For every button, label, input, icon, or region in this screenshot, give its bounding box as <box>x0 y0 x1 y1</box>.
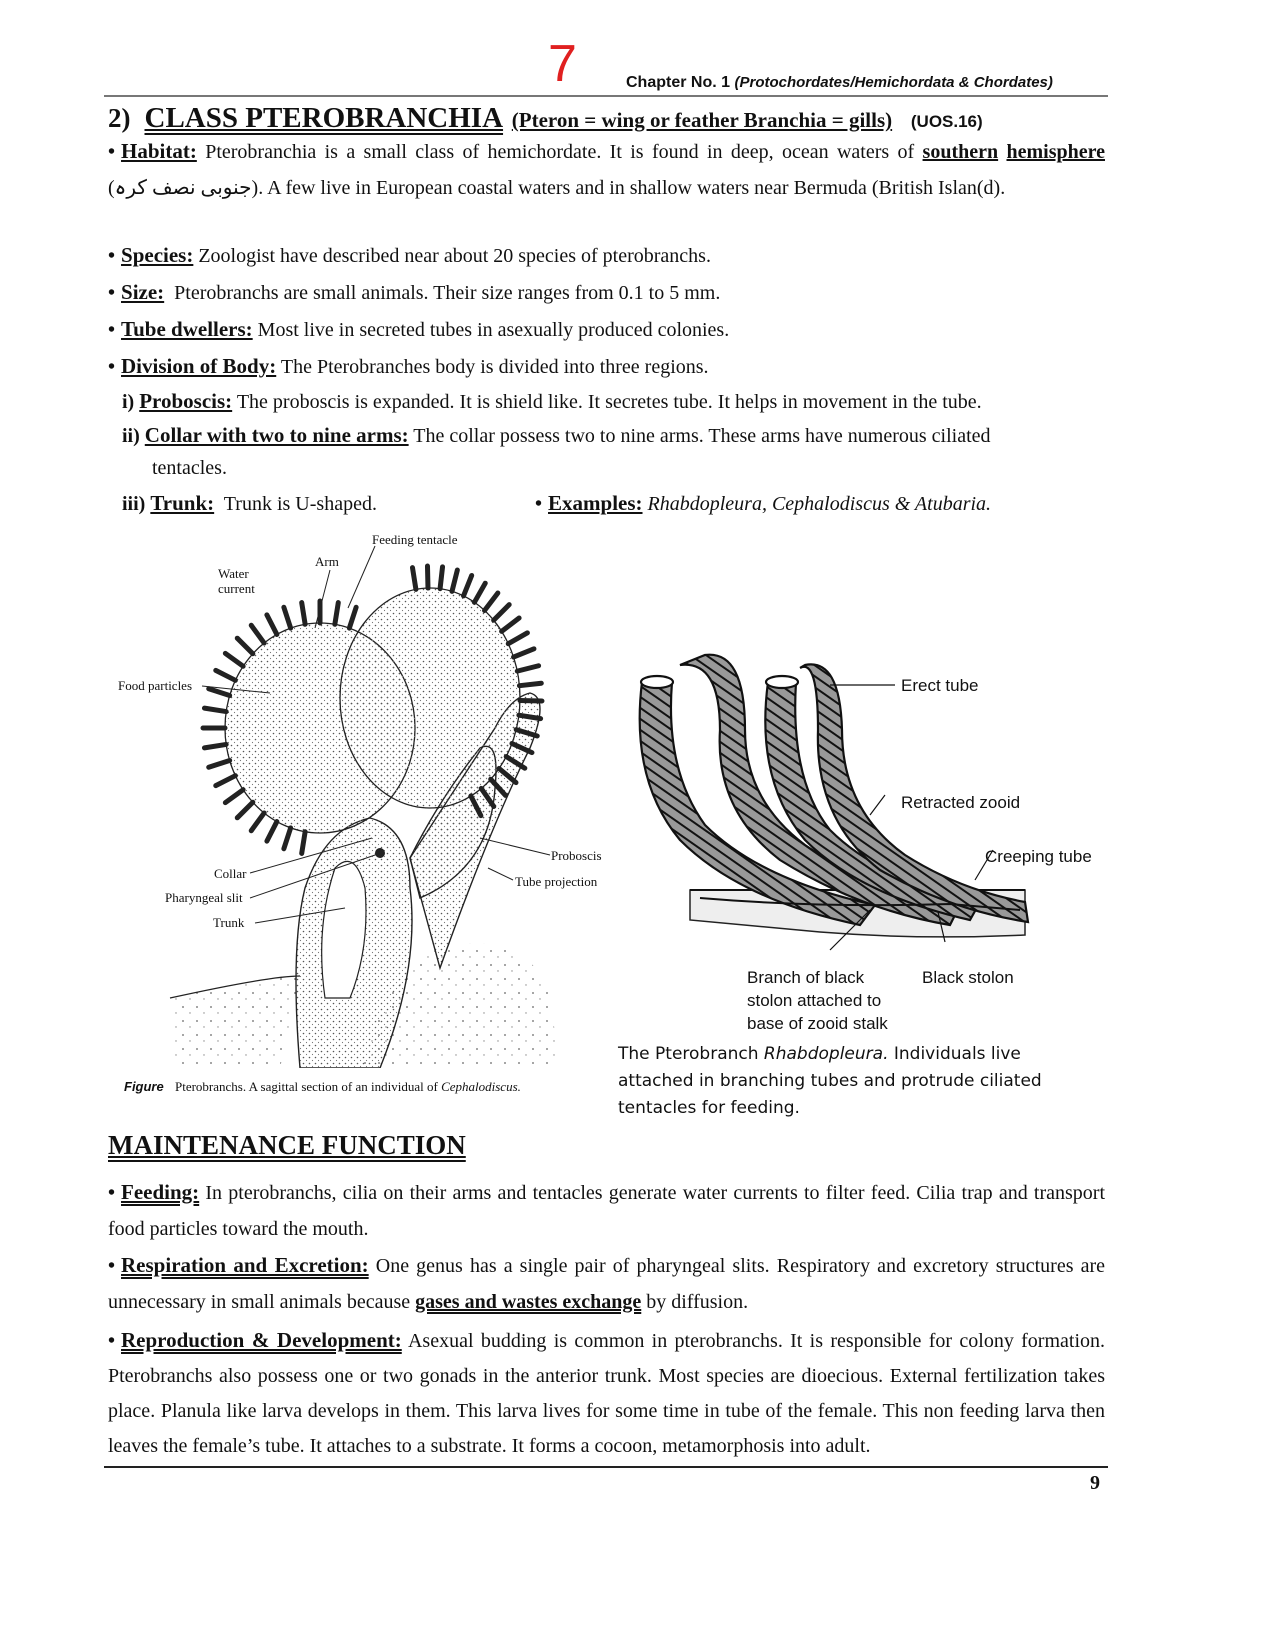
habitat-emphasis-2: hemisphere <box>1006 141 1105 163</box>
division-label: Division of Body: <box>121 354 277 378</box>
examples-label: Examples: <box>548 491 643 515</box>
tentacle <box>209 760 230 767</box>
bullet-icon: • <box>108 141 116 163</box>
tube-dwellers-text: Most live in secreted tubes in asexually produced colonies. <box>257 319 730 341</box>
class-heading <box>108 102 983 135</box>
tentacle <box>349 607 356 628</box>
cephalodiscus-figure <box>110 528 610 1068</box>
caption-post: Individuals live attached in branching tubes and protrude ciliated tentacles for feeding. <box>618 1044 1042 1118</box>
chapter-marker-number: 7 <box>548 35 577 93</box>
tentacle <box>474 583 485 602</box>
tube-dwellers-label: Tube dwellers: <box>121 317 253 341</box>
part-number: iii) <box>122 493 146 515</box>
part-text: Trunk is U-shaped. <box>223 493 377 515</box>
maintenance-heading: MAINTENANCE FUNCTION <box>108 1130 466 1160</box>
respiration-paragraph <box>108 1247 1105 1320</box>
examples-item <box>535 491 991 516</box>
respiration-text: One genus has a single pair of pharyngeal slits. Respiratory and excretory structures are unnecessary in small animals because <box>108 1255 1106 1313</box>
tentacle <box>284 828 291 849</box>
chapter-label: Chapter No. <box>626 74 717 91</box>
tentacle <box>502 618 520 631</box>
species-label: Species: <box>121 243 194 267</box>
bullet-icon: • <box>108 1330 116 1352</box>
species-item <box>108 243 711 268</box>
tentacle <box>267 615 277 635</box>
tentacle <box>452 570 457 591</box>
tentacle <box>216 670 236 680</box>
tentacle <box>204 744 226 747</box>
chapter-title: (Protochordates/Hemichordata & Chordates) <box>734 74 1053 91</box>
tentacle <box>440 567 442 589</box>
cephalodiscus-illustration <box>110 528 610 1068</box>
caption-genus: Rhabdopleura. <box>763 1044 889 1064</box>
tentacle <box>284 607 291 628</box>
figure1-caption <box>124 1079 521 1095</box>
part-label: Proboscis: <box>139 389 233 413</box>
size-item <box>108 280 720 305</box>
bullet-icon: • <box>108 1182 116 1204</box>
label-erect-tube: Erect tube <box>901 676 979 695</box>
class-title: CLASS PTEROBRANCHIA <box>144 102 504 134</box>
tentacle <box>519 715 541 718</box>
caption-pre: The Pterobranch <box>618 1044 759 1064</box>
tentacle <box>216 776 236 786</box>
reproduction-text: Asexual budding is common in pterobranchs. It is responsible for colony formation. Pterobranchs also possess one or two gonads in the anterior trunk. Most species are dioecious. External fertilization takes place. Planula like larva develops in them. This larva lives for some time in tube of the female. This non feeding larva then leaves the female’s tube. It attaches to a substrate. It forms a cocoon, metamorphosis into adult. <box>108 1330 1105 1457</box>
urdu-gloss: (جنوبی نصف کرہ) <box>108 177 259 199</box>
label-collar: Collar <box>214 866 247 881</box>
habitat-label: Habitat: <box>121 139 197 163</box>
bullet-icon: • <box>108 282 116 304</box>
habitat-paragraph <box>108 133 1105 206</box>
bullet-icon: • <box>108 245 116 267</box>
label-arm: Arm <box>315 554 339 569</box>
tentacle <box>302 832 305 854</box>
label-tube-projection: Tube projection <box>515 874 598 889</box>
label-food-particles: Food particles <box>118 678 193 693</box>
tentacle <box>412 568 415 590</box>
tube-dwellers-item <box>108 317 729 342</box>
label-retracted-zooid: Retracted zooid <box>901 793 1021 812</box>
label-branch-stolon: Branch of black stolon attached to base of zooid stalk <box>747 968 888 1033</box>
label-water-current: Water current <box>218 566 255 596</box>
tentacle <box>209 689 230 696</box>
section-number: 2) <box>108 103 131 133</box>
division-part-proboscis <box>122 389 982 414</box>
respiration-label: Respiration and Excretion: <box>121 1253 369 1277</box>
label-feeding-tentacle: Feeding tentacle <box>372 532 458 547</box>
tentacle <box>302 603 305 625</box>
reproduction-paragraph <box>108 1323 1105 1464</box>
label-pharyngeal-slit: Pharyngeal slit <box>165 890 243 905</box>
tentacle <box>204 708 226 711</box>
chapter-number: 1 <box>721 74 731 91</box>
part-number: ii) <box>122 425 140 447</box>
bullet-icon: • <box>535 493 543 515</box>
part-text: The collar possess two to nine arms. These arms have numerous ciliated <box>413 425 991 447</box>
label-trunk: Trunk <box>213 915 245 930</box>
examples-text: Rhabdopleura, Cephalodiscus & Atubaria. <box>647 493 992 515</box>
caption-prefix: Figure <box>124 1079 164 1094</box>
tentacle <box>514 649 534 657</box>
division-item <box>108 354 709 379</box>
part-label: Collar with two to nine arms: <box>144 423 409 447</box>
size-text: Pterobranchs are small animals. Their size ranges from 0.1 to 5 mm. <box>174 282 721 304</box>
page-number: 9 <box>1090 1472 1100 1494</box>
caption-genus: Cephalodiscus. <box>441 1079 521 1094</box>
habitat-text-2: . A few live in European coastal waters and in shallow waters near Bermuda (British Islan(d). <box>258 177 1006 199</box>
tentacle <box>485 593 498 611</box>
tentacle <box>225 653 243 666</box>
tentacle <box>494 605 510 621</box>
tentacle <box>225 790 243 803</box>
feeding-paragraph <box>108 1174 1105 1247</box>
class-etymology: (Pteron = wing or feather Branchia = gills) <box>511 108 893 132</box>
division-part-collar <box>122 423 991 448</box>
figure2-caption <box>618 1041 1098 1122</box>
tentacle <box>251 813 264 831</box>
tentacle <box>519 683 541 685</box>
size-label: Size: <box>121 280 165 304</box>
tentacle <box>508 633 527 644</box>
footer-divider <box>104 1466 1108 1468</box>
tentacle <box>335 603 338 625</box>
chapter-header <box>626 74 1053 92</box>
tentacle <box>251 625 264 643</box>
feeding-text: In pterobranchs, cilia on their arms and tentacles generate water currents to filter feed. Cilia trap and transport food particles toward the mouth. <box>108 1182 1105 1240</box>
division-text: The Pterobranches body is divided into three regions. <box>280 356 709 378</box>
habitat-emphasis: southern <box>922 141 999 163</box>
caption-text: Pterobranchs. A sagittal section of an individual of <box>174 1079 438 1094</box>
tentacle <box>267 822 277 842</box>
part-label: Trunk: <box>150 491 215 515</box>
tentacle <box>464 575 472 595</box>
bullet-icon: • <box>108 1255 116 1277</box>
label-proboscis: Proboscis <box>551 848 602 863</box>
header-divider <box>104 95 1108 97</box>
respiration-text-2: by diffusion. <box>646 1291 749 1313</box>
bullet-icon: • <box>108 356 116 378</box>
reproduction-label: Reproduction & Development: <box>121 1328 402 1352</box>
tentacle <box>517 666 538 671</box>
tentacle <box>237 802 253 818</box>
habitat-text: Pterobranchia is a small class of hemichordate. It is found in deep, ocean waters of <box>205 141 915 163</box>
part-text: The proboscis is expanded. It is shield like. It secretes tube. It helps in movement in the tube. <box>236 391 982 413</box>
bullet-icon: • <box>108 319 116 341</box>
species-text: Zoologist have described near about 20 species of pterobranchs. <box>198 245 711 267</box>
division-part-trunk <box>122 491 377 516</box>
label-creeping-tube: Creeping tube <box>985 847 1092 866</box>
respiration-emphasis: gases and wastes exchange <box>415 1291 642 1313</box>
part-number: i) <box>122 391 135 413</box>
division-part-collar-cont: tentacles. <box>152 457 227 479</box>
feeding-label: Feeding: <box>121 1180 200 1204</box>
tentacle <box>237 638 253 654</box>
rhabdopleura-figure <box>620 640 1110 1040</box>
course-code: (UOS.16) <box>910 112 983 131</box>
label-black-stolon: Black stolon <box>922 968 1014 987</box>
